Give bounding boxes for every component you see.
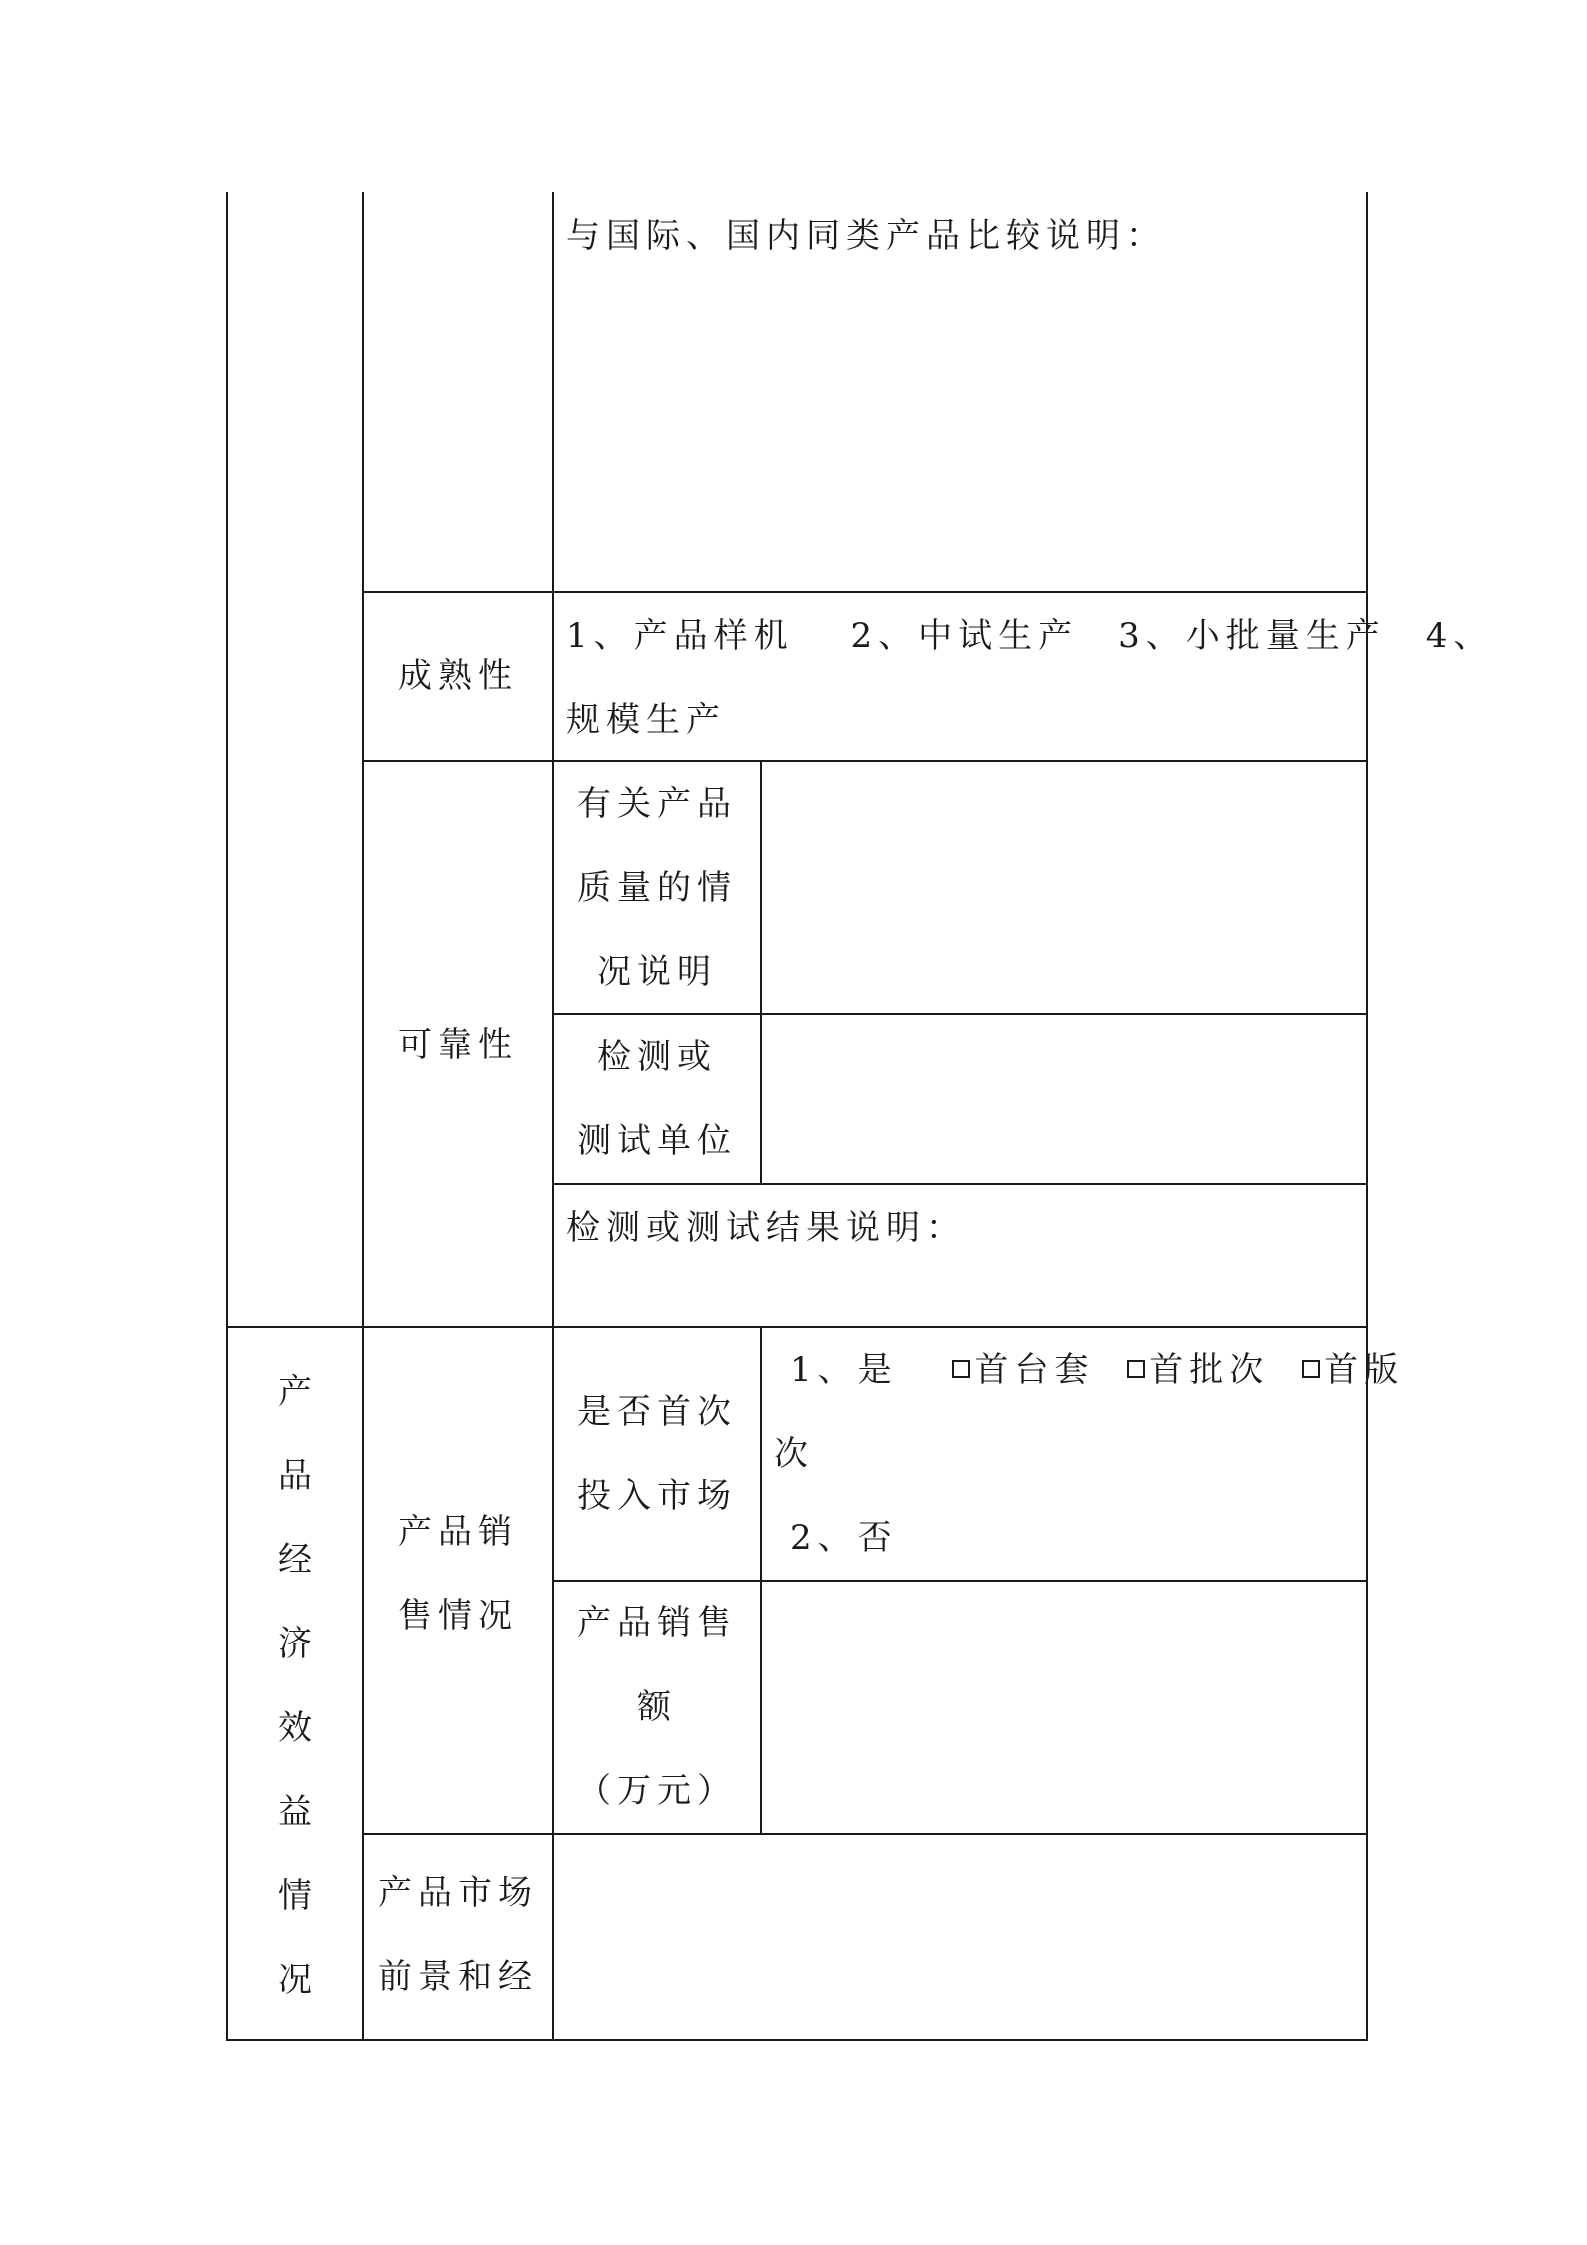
section-label-char: 况 — [278, 1960, 312, 2000]
table-rule — [362, 192, 364, 2041]
quality-label-line: 况说明 — [597, 952, 717, 992]
table-rule — [362, 1833, 1368, 1835]
section-label-char: 济 — [278, 1624, 312, 1664]
test-result-label: 检测或测试结果说明： — [566, 1208, 966, 1248]
option-first-version[interactable]: 首版 — [1302, 1328, 1404, 1412]
first-market-label-line: 投入市场 — [577, 1476, 737, 1516]
quality-label-line: 质量的情 — [577, 868, 737, 908]
maturity-options-line1: 1、产品样机 2、中试生产 3、小批量生产 4、 — [566, 616, 1494, 656]
first-market-no: 2、否 — [790, 1518, 898, 1558]
first-market-options-wrap: 次 — [774, 1434, 814, 1474]
table-rule — [226, 2039, 1368, 2041]
maturity-options-line2: 规模生产 — [566, 700, 726, 740]
sales-amount-label-line: （万元） — [577, 1771, 737, 1811]
testing-unit-label-line: 检测或 — [597, 1037, 717, 1077]
table-rule — [760, 760, 762, 1184]
sales-label-line: 售情况 — [398, 1596, 518, 1636]
option-first-batch[interactable]: 首批次 — [1127, 1328, 1269, 1412]
section-label-char: 品 — [278, 1456, 312, 1496]
first-market-options-line — [790, 1328, 1404, 1412]
section-label-char: 情 — [278, 1876, 312, 1916]
sales-amount-label-line: 额 — [637, 1687, 677, 1727]
option-first-set[interactable]: 首台套 — [952, 1328, 1094, 1412]
testing-unit-label-line: 测试单位 — [577, 1121, 737, 1161]
reliability-label: 可靠性 — [398, 1025, 518, 1065]
comparison-label: 与国际、国内同类产品比较说明： — [566, 216, 1166, 256]
table-rule — [362, 760, 1368, 762]
section-label-char: 产 — [278, 1372, 312, 1412]
first-market-yes: 1、是 — [790, 1350, 898, 1390]
checkbox-icon[interactable] — [1127, 1360, 1145, 1378]
section-label-char: 经 — [278, 1540, 312, 1580]
market-prospect-label-line: 产品市场 — [378, 1873, 538, 1913]
quality-label-line: 有关产品 — [577, 784, 737, 824]
economic-section-label — [228, 1350, 362, 2022]
maturity-label: 成熟性 — [398, 656, 518, 696]
table-rule — [760, 1326, 762, 1834]
table-rule — [552, 1183, 1368, 1185]
table-rule — [1366, 192, 1368, 2041]
table-rule — [362, 591, 1368, 593]
section-label-char: 益 — [278, 1792, 312, 1832]
first-market-label-line: 是否首次 — [577, 1392, 737, 1432]
sales-label-line: 产品销 — [398, 1512, 518, 1552]
checkbox-icon[interactable] — [1302, 1360, 1320, 1378]
checkbox-icon[interactable] — [952, 1360, 970, 1378]
sales-amount-label-line: 产品销售 — [577, 1603, 737, 1643]
section-label-char: 效 — [278, 1708, 312, 1748]
market-prospect-label-line: 前景和经 — [378, 1957, 538, 1997]
